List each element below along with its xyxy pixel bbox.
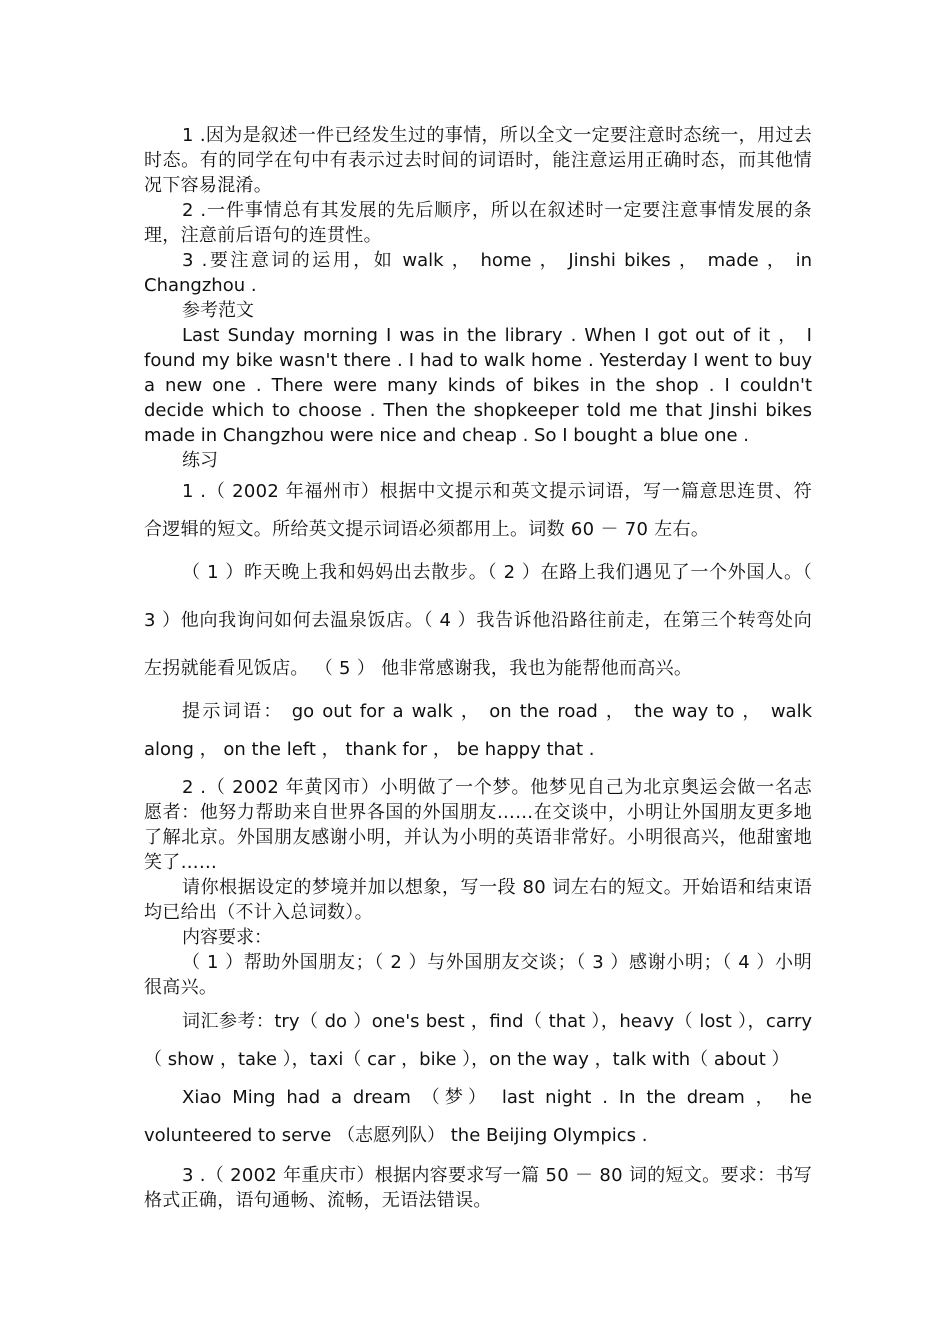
tip-paragraph-1: 1 .因为是叙述一件已经发生过的事情，所以全文一定要注意时态统一，用过去时态。有的同学在句中有表示过去时间的词语时，能注意运用正确时态，而其他情况下容易混淆。 [144,125,812,196]
sample-essay-heading: 参考范文 [182,300,254,321]
exercise-2-vocabulary: 词汇参考：try（ do ）one's best ，find（ that ），heavy（ lost ），carry（ show ，take ），taxi（ car ，bike ），on the way ，talk with（ about ） [144,1011,812,1070]
tip-paragraph-3: 3 .要注意词的运用，如 walk ， home ， Jinshi bikes ， made ， in Changzhou . [144,250,812,296]
exercise-2-instructions: 2 .（ 2002 年黄冈市）小明做了一个梦。他梦见自己为北京奥运会做一名志愿者：他努力帮助来自世界各国的外国朋友……在交谈中，小明让外国朋友更多地了解北京。外国朋友感谢小明，并认为小明的英语非常好。小明很高兴，他甜蜜地笑了…… [144,777,812,873]
exercise-heading: 练习 [182,450,218,471]
document-body [144,123,812,1213]
exercise-1-instructions: 1 .（ 2002 年福州市）根据中文提示和英文提示词语，写一篇意思连贯、符合逻辑的短文。所给英文提示词语必须都用上。词数 60 － 70 左右。 [144,481,812,540]
sample-essay-text: Last Sunday morning I was in the library . When I got out of it ， I found my bike wasn't there . I had to walk home . Yesterday I went to buy a new one . There were many kinds of bikes in the shop . I couldn't decide which to choose . Then the shopkeeper told me that Jinshi bikes made in Changzhou were nice and cheap . So I bought a blue one . [144,325,812,446]
exercise-1-hint-words: 提示词语： go out for a walk ， on the road ， the way to ， walk along ， on the left ， thank for ， be happy that . [144,701,812,760]
exercise-2-opening-sentence: Xiao Ming had a dream （梦） last night . In the dream ， he volunteered to serve （志愿列队） the Beijing Olympics . [144,1087,812,1146]
exercise-2-content-heading: 内容要求： [182,927,272,948]
exercise-1-chinese-prompts: （ 1 ）昨天晚上我和妈妈出去散步。（ 2 ）在路上我们遇见了一个外国人。（ 3 ）他向我询问如何去温泉饭店。（ 4 ）我告诉他沿路往前走，在第三个转弯处向左拐就能看见饭店。 （ 5 ） 他非常感谢我，我也为能帮他而高兴。 [144,562,812,679]
exercise-3-instructions: 3 .（ 2002 年重庆市）根据内容要求写一篇 50 － 80 词的短文。要求：书写格式正确，语句通畅、流畅，无语法错误。 [144,1165,812,1211]
tip-paragraph-2: 2 .一件事情总有其发展的先后顺序，所以在叙述时一定要注意事情发展的条理，注意前后语句的连贯性。 [144,200,812,246]
exercise-2-task: 请你根据设定的梦境并加以想象，写一段 80 词左右的短文。开始语和结束语均已给出（不计入总词数）。 [144,877,812,923]
exercise-2-content-requirements: （ 1 ）帮助外国朋友；（ 2 ）与外国朋友交谈；（ 3 ）感谢小明；（ 4 ）小明很高兴。 [144,952,812,998]
